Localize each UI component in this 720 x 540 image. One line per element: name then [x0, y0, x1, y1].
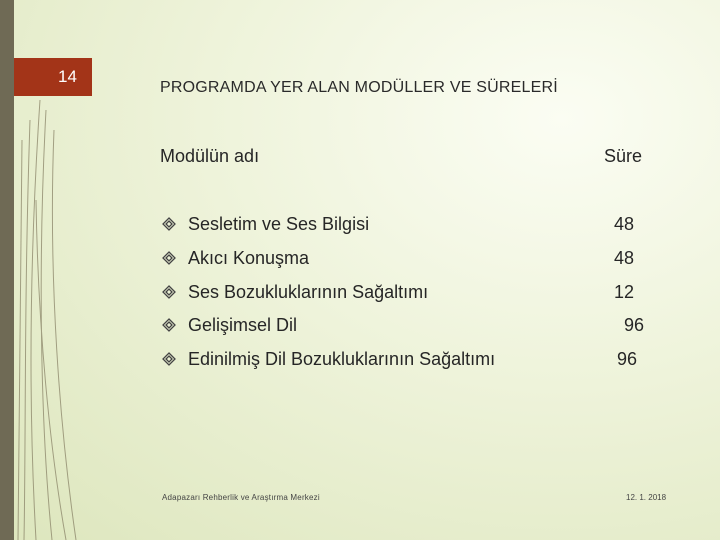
duration-header: Süre [604, 146, 643, 166]
module-row [162, 212, 369, 236]
footer-organization: Adapazarı Rehberlik ve Araştırma Merkezi [162, 493, 320, 502]
module-duration: 12 [614, 282, 635, 302]
module-name: Sesletim ve Ses Bilgisi [188, 213, 370, 234]
diamond-bullet-icon [162, 251, 176, 265]
module-row [162, 347, 495, 371]
module-duration: 96 [624, 315, 645, 335]
footer-date: 12. 1. 2018 [626, 493, 667, 502]
module-name: Akıcı Konuşma [188, 247, 310, 268]
module-duration: 96 [617, 349, 638, 369]
module-row [162, 246, 309, 270]
module-row [162, 313, 297, 337]
slide-number: 14 [58, 67, 77, 86]
diamond-bullet-icon [162, 352, 176, 366]
diamond-bullet-icon [162, 217, 176, 231]
module-name: Ses Bozukluklarının Sağaltımı [188, 281, 429, 302]
module-name: Edinilmiş Dil Bozukluklarının Sağaltımı [188, 348, 496, 369]
module-duration: 48 [614, 248, 635, 268]
module-duration: 48 [614, 214, 635, 234]
slide-title: PROGRAMDA YER ALAN MODÜLLER VE SÜRELERİ [160, 79, 558, 96]
module-name-header: Modülün adı [160, 146, 260, 166]
slide-number-badge [14, 58, 92, 96]
diamond-bullet-icon [162, 318, 176, 332]
module-name: Gelişimsel Dil [188, 314, 298, 335]
diamond-bullet-icon [162, 285, 176, 299]
module-row [162, 280, 428, 304]
